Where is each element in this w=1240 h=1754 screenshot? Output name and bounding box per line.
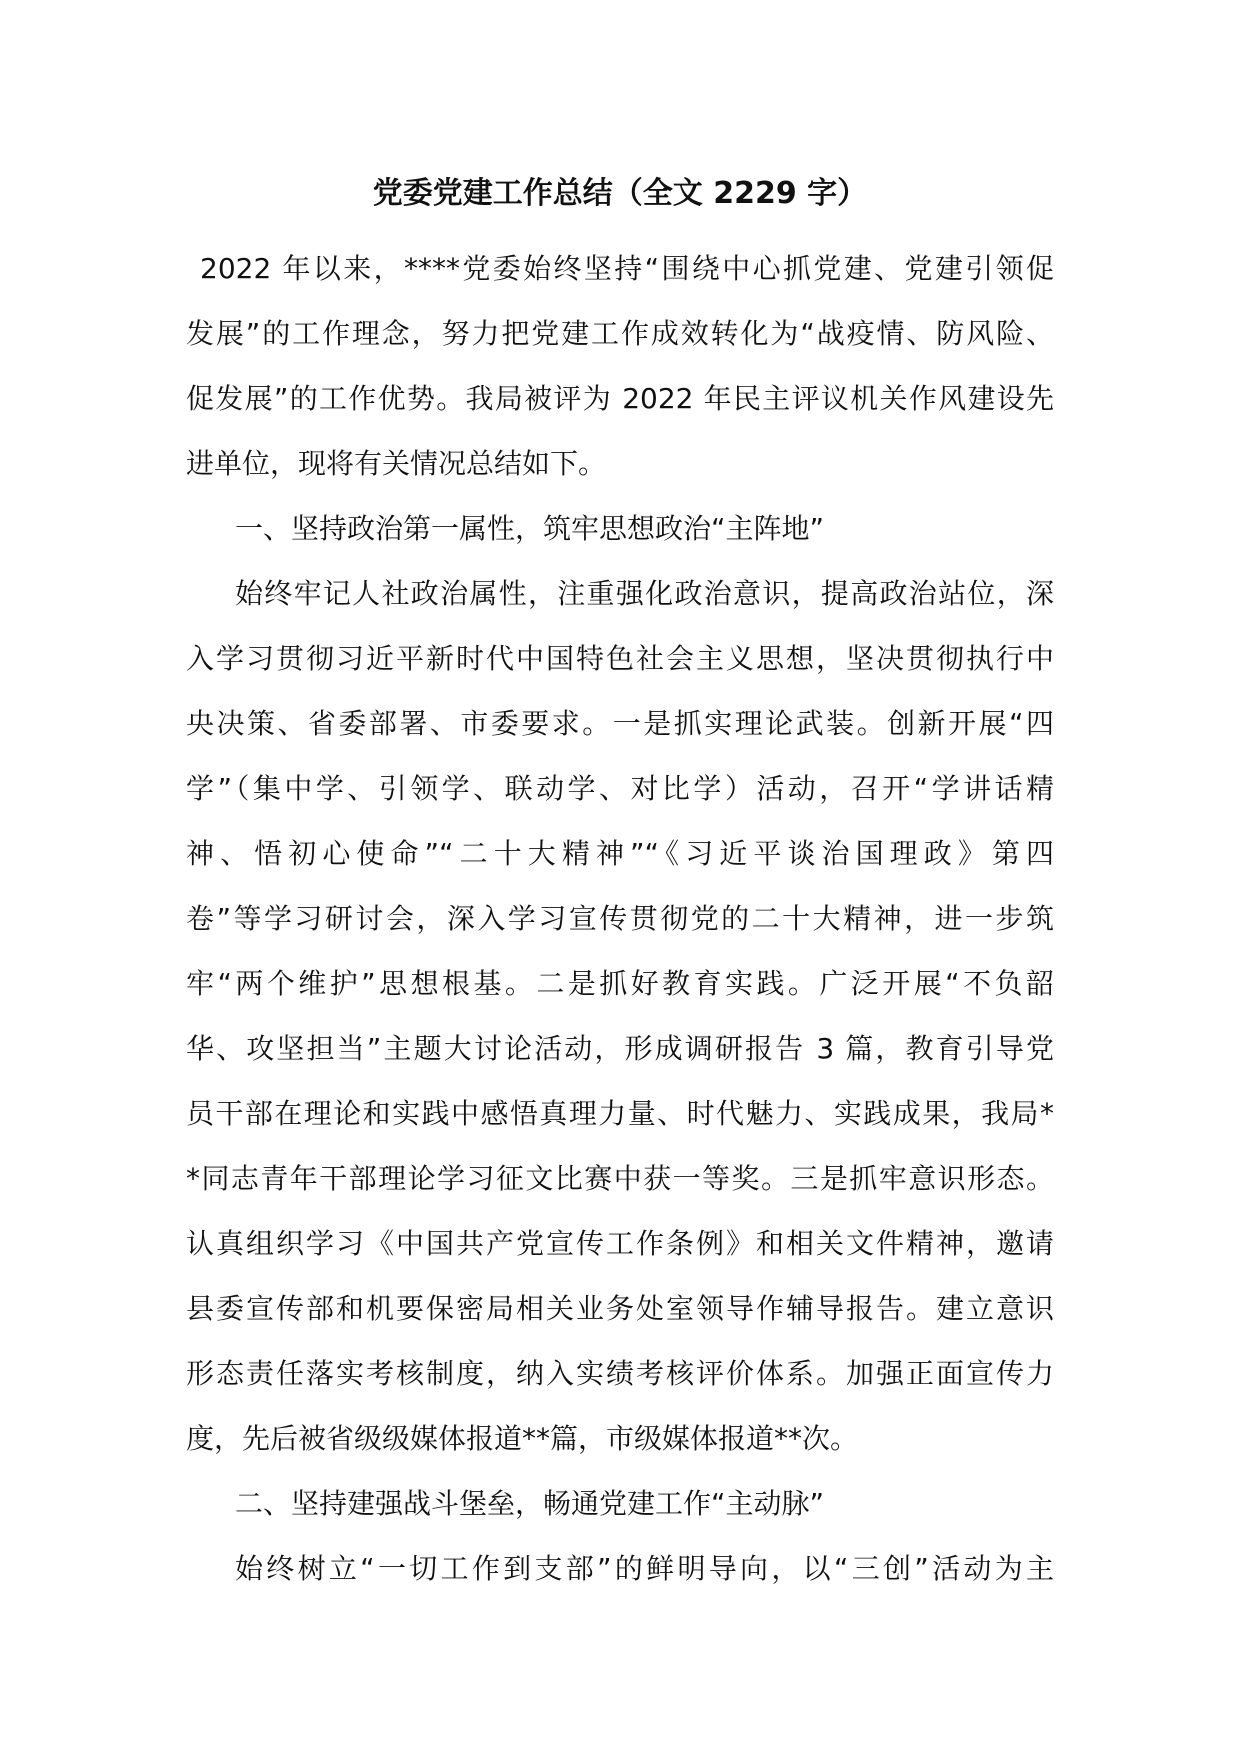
section-heading-1: 一、坚持政治第一属性，筑牢思想政治“主阵地”: [235, 512, 825, 545]
text-line: 卷”等学习研讨会，深入学习宣传贯彻党的二十大精神，进一步筑: [186, 902, 1054, 935]
text-line: 进单位，现将有关情况总结如下。: [186, 447, 607, 480]
text-line: 央决策、省委部署、市委要求。一是抓实理论武装。创新开展“四: [186, 707, 1054, 740]
document-body: [186, 236, 1054, 1601]
text-line: 度，先后被省级级媒体报道**篇，市级媒体报道**次。: [186, 1422, 859, 1455]
text-line: 认真组织学习《中国共产党宣传工作条例》和相关文件精神，邀请: [186, 1227, 1054, 1260]
section-2-paragraph: [186, 1536, 1054, 1601]
document-title: 党委党建工作总结（全文 2229 字）: [372, 176, 868, 211]
section-heading-2: 二、坚持建强战斗堡垒，畅通党建工作“主动脉”: [235, 1487, 825, 1520]
text-line: 形态责任落实考核制度，纳入实绩考核评价体系。加强正面宣传力: [186, 1357, 1054, 1390]
intro-paragraph: [186, 236, 1054, 496]
text-line: 发展”的工作理念，努力把党建工作成效转化为“战疫情、防风险、: [186, 317, 1054, 350]
text-line: 牢“两个维护”思想根基。二是抓好教育实践。广泛开展“不负韶: [186, 967, 1054, 1000]
text-line: 促发展”的工作优势。我局被评为 2022 年民主评议机关作风建设先: [186, 382, 1054, 415]
section-1-paragraph: [186, 561, 1054, 1471]
text-line: 始终树立“一切工作到支部”的鲜明导向，以“三创”活动为主: [235, 1552, 1054, 1585]
text-line: 神、悟初心使命”“二十大精神”“《习近平谈治国理政》第四: [186, 837, 1054, 870]
text-line: 入学习贯彻习近平新时代中国特色社会主义思想，坚决贯彻执行中: [186, 642, 1054, 675]
text-line: 学”（集中学、引领学、联动学、对比学）活动，召开“学讲话精: [186, 772, 1054, 805]
text-line: 员干部在理论和实践中感悟真理力量、时代魅力、实践成果，我局*: [186, 1097, 1054, 1130]
text-line: 华、攻坚担当”主题大讨论活动，形成调研报告 3 篇，教育引导党: [186, 1032, 1054, 1065]
text-line: 2022 年以来，****党委始终坚持“围绕中心抓党建、党建引领促: [200, 252, 1054, 285]
text-line: 始终牢记人社政治属性，注重强化政治意识，提高政治站位，深: [235, 577, 1054, 610]
text-line: 县委宣传部和机要保密局相关业务处室领导作辅导报告。建立意识: [186, 1292, 1054, 1325]
text-line: *同志青年干部理论学习征文比赛中获一等奖。三是抓牢意识形态。: [186, 1162, 1054, 1195]
